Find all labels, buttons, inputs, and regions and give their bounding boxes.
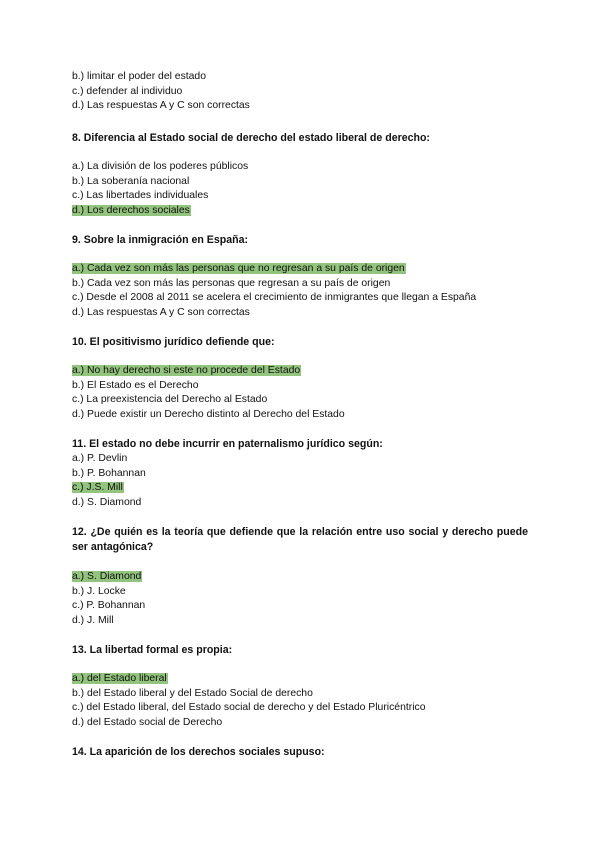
option-12-c: c.) P. Bohannan [72,600,146,612]
option-13-b: b.) del Estado liberal y del Estado Social de derecho [72,687,313,699]
option-12-a-correct: a.) S. Diamond [72,571,142,582]
option-11-c-correct: c.) J.S. Mill [72,482,123,494]
question-9 [72,233,532,248]
question-11 [72,437,532,452]
option-11-d: d.) S. Diamond [72,497,142,509]
option-11-a: a.) P. Devlin [72,453,128,464]
option-13-c: c.) del Estado liberal, del Estado social de derecho y del Estado Pluricéntrico [72,702,426,714]
option-7-b: b.) limitar el poder del estado [72,71,206,82]
option-11-b: b.) P. Bohannan [72,467,146,479]
question-7-options [72,70,532,114]
question-10 [72,335,532,350]
question-12-title: 12. ¿De quién es la teoría que defiende que la relación entre uso social y derecho puede ser antagónica? [72,526,528,553]
option-9-c: c.) Desde el 2008 al 2011 se acelera el crecimiento de inmigrantes que llegan a España [72,292,477,304]
question-14-title: 14. La aparición de los derechos sociales supuso: [72,746,325,758]
option-7-c: c.) defender al individuo [72,85,183,97]
question-10-options [72,364,532,423]
question-13-title: 13. La libertad formal es propia: [72,644,233,656]
option-10-b: b.) El Estado es el Derecho [72,379,199,391]
option-13-a-correct: a.) del Estado liberal [72,673,167,684]
question-9-title: 9. Sobre la inmigración en España: [72,234,249,246]
option-10-c: c.) La preexistencia del Derecho al Estado [72,394,268,406]
question-14 [72,745,532,760]
question-12 [72,525,532,555]
question-13-options [72,672,532,731]
question-8-title: 8. Diferencia al Estado social de derecho del estado liberal de derecho: [72,132,430,144]
option-9-d: d.) Las respuestas A y C son correctas [72,307,250,319]
option-8-a: a.) La división de los poderes públicos [72,161,249,172]
option-8-b: b.) La soberanía nacional [72,175,190,187]
option-10-a-correct: a.) No hay derecho si este no procede del Estado [72,365,301,376]
question-13 [72,643,532,658]
question-10-title: 10. El positivismo jurídico defiende que: [72,336,275,348]
option-8-d-correct: d.) Los derechos sociales [72,205,190,217]
option-9-b: b.) Cada vez son más las personas que regresan a su país de origen [72,277,391,289]
question-12-options [72,570,532,629]
option-8-c: c.) Las libertades individuales [72,190,209,202]
option-10-d: d.) Puede existir un Derecho distinto al Derecho del Estado [72,409,345,421]
question-11-title: 11. El estado no debe incurrir en paternalismo jurídico según: [72,438,383,450]
option-13-d: d.) del Estado social de Derecho [72,717,223,729]
option-12-d: d.) J. Mill [72,615,114,627]
question-11-options [72,452,532,511]
question-8-options [72,160,532,219]
option-9-a-correct: a.) Cada vez son más las personas que no regresan a su país de origen [72,263,405,274]
question-9-options [72,262,532,321]
question-8 [72,131,532,146]
option-7-d: d.) Las respuestas A y C son correctas [72,100,250,112]
option-12-b: b.) J. Locke [72,585,126,597]
